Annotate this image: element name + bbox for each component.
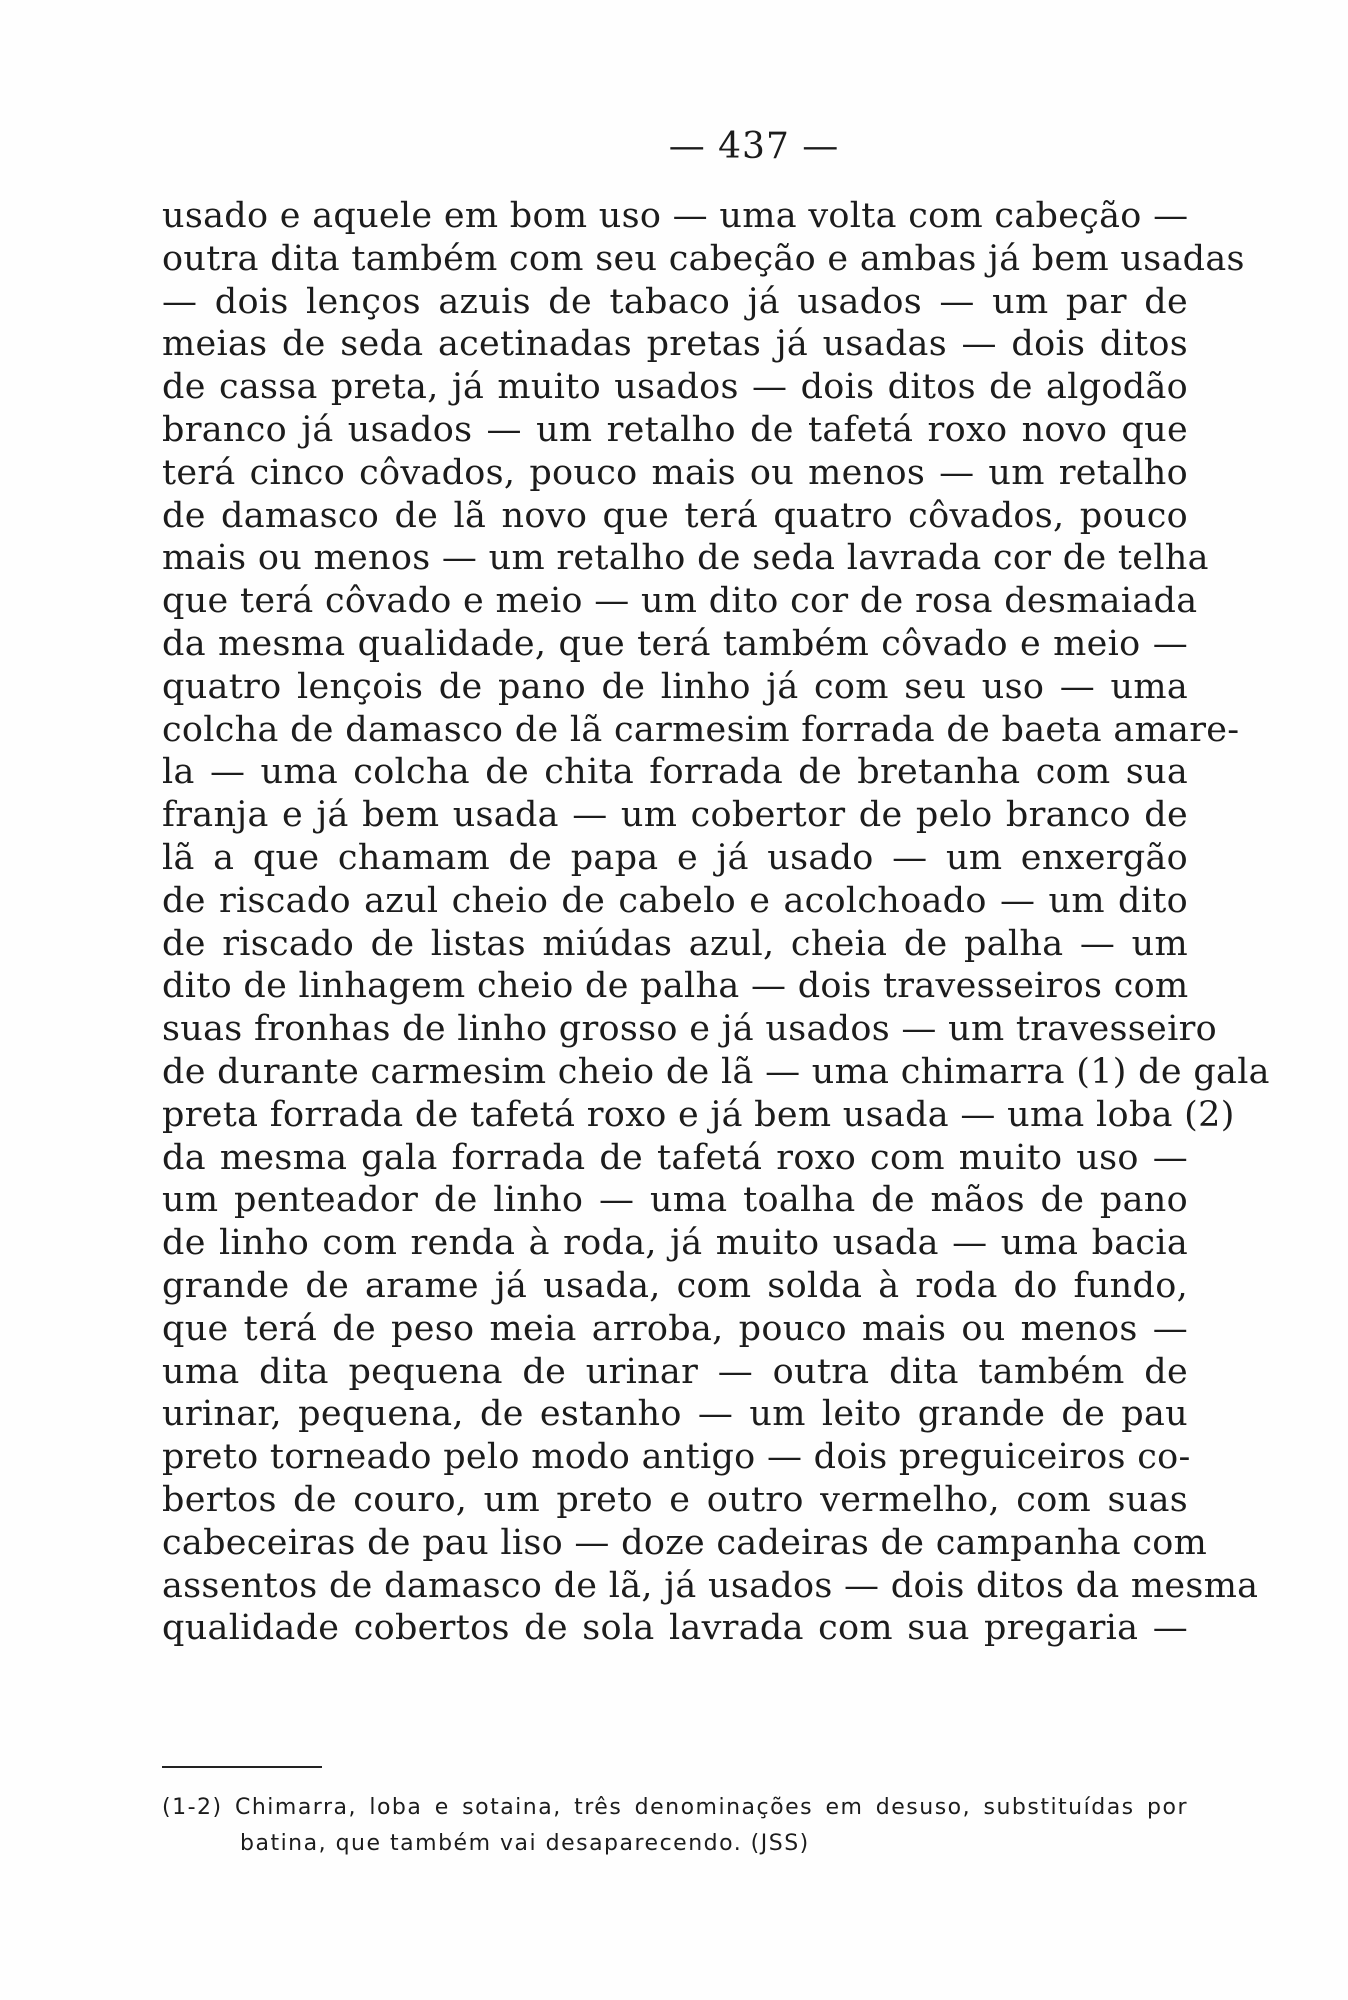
text-line: qualidade cobertos de sola lavrada com sua pregaria — — [162, 1608, 1188, 1649]
footnote-divider — [162, 1766, 322, 1768]
text-line: de linho com renda à roda, já muito usada — uma bacia — [162, 1223, 1188, 1264]
text-line: dito de linhagem cheio de palha — dois travesseiros com — [162, 966, 1189, 1007]
text-line: bertos de couro, um preto e outro vermelho, com suas — [162, 1479, 1188, 1520]
footnote-line: (1-2) Chimarra, loba e sotaina, três denominações em desuso, substituídas por — [162, 1795, 1188, 1820]
text-line: terá cinco côvados, pouco mais ou menos — um retalho — [162, 452, 1188, 493]
text-line: assentos de damasco de lã, já usados — dois ditos da mesma — [162, 1565, 1259, 1606]
text-line: outra dita também com seu cabeção e ambas já bem usadas — [162, 238, 1245, 279]
text-line: — dois lenços azuis de tabaco já usados — um par de — [162, 281, 1188, 322]
text-line: de durante carmesim cheio de lã — uma chimarra (1) de gala — [162, 1051, 1270, 1092]
text-line: de riscado de listas miúdas azul, cheia de palha — um — [162, 923, 1188, 964]
footnote — [162, 1790, 1188, 1862]
text-line: franja e já bem usada — um cobertor de pelo branco de — [162, 795, 1188, 836]
text-line: que terá de peso meia arroba, pouco mais ou menos — — [162, 1308, 1188, 1349]
text-line: branco já usados — um retalho de tafetá roxo novo que — [162, 409, 1188, 450]
text-line: colcha de damasco de lã carmesim forrada de baeta amare- — [162, 709, 1240, 750]
text-line: uma dita pequena de urinar — outra dita também de — [162, 1351, 1188, 1392]
text-line: lã a que chamam de papa e já usado — um enxergão — [162, 837, 1188, 878]
text-line: da mesma qualidade, que terá também côvado e meio — — [162, 623, 1188, 664]
body-text — [162, 195, 1270, 1650]
page-number: — 437 — — [668, 126, 840, 167]
text-line: de damasco de lã novo que terá quatro côvados, pouco — [162, 495, 1188, 536]
text-line: usado e aquele em bom uso — uma volta com cabeção — — [162, 196, 1189, 236]
text-line: mais ou menos — um retalho de seda lavrada cor de telha — [162, 538, 1209, 579]
text-line: la — uma colcha de chita forrada de bretanha com sua — [162, 752, 1188, 793]
text-line: de cassa preta, já muito usados — dois ditos de algodão — [162, 367, 1188, 408]
text-line: de riscado azul cheio de cabelo e acolchoado — um dito — [162, 880, 1188, 921]
footnote-line: batina, que também vai desaparecendo. (JSS) — [240, 1831, 810, 1856]
text-line: quatro lençois de pano de linho já com seu uso — uma — [162, 666, 1188, 707]
text-line: preta forrada de tafetá roxo e já bem usada — uma loba (2) — [162, 1094, 1235, 1135]
text-line: grande de arame já usada, com solda à roda do fundo, — [162, 1265, 1188, 1306]
text-line: suas fronhas de linho grosso e já usados — um travesseiro — [162, 1009, 1217, 1050]
text-line: da mesma gala forrada de tafetá roxo com muito uso — — [162, 1137, 1188, 1178]
text-line: urinar, pequena, de estanho — um leito grande de pau — [162, 1394, 1188, 1435]
text-line: preto torneado pelo modo antigo — dois preguiceiros co- — [162, 1437, 1191, 1478]
text-line: cabeceiras de pau liso — doze cadeiras de campanha com — [162, 1522, 1208, 1563]
text-line: um penteador de linho — uma toalha de mãos de pano — [162, 1180, 1188, 1221]
text-line: que terá côvado e meio — um dito cor de rosa desmaiada — [162, 581, 1198, 622]
text-line: meias de seda acetinadas pretas já usadas — dois ditos — [162, 324, 1188, 365]
